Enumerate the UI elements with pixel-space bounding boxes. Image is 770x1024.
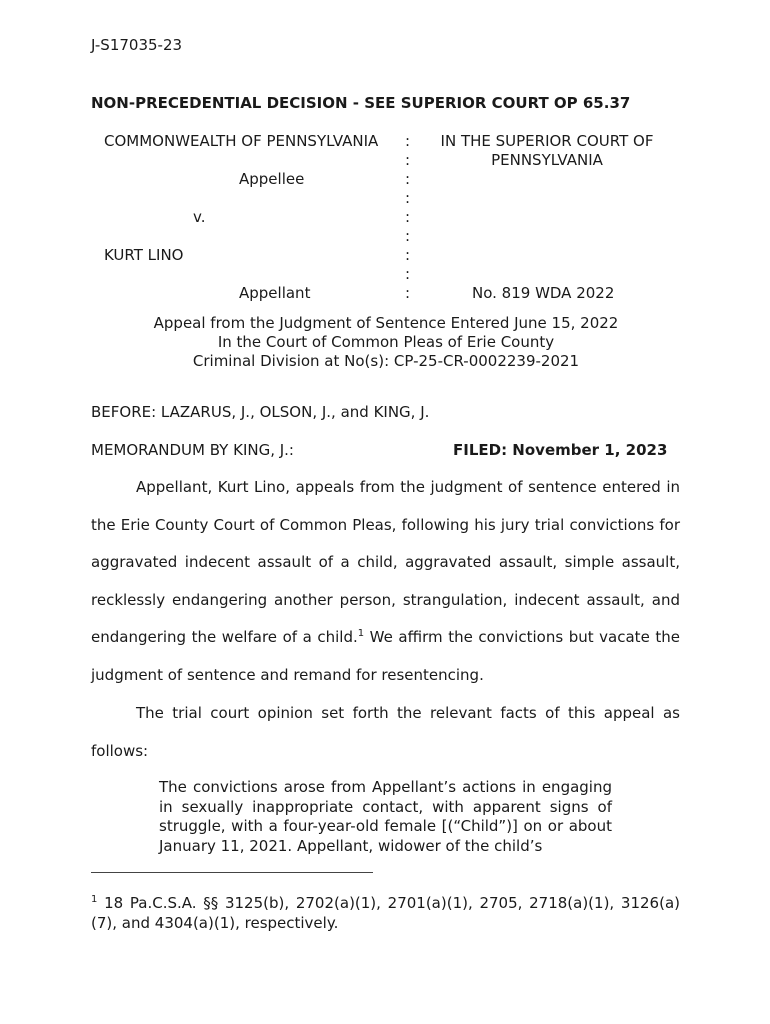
party1-name: COMMONWEALTH OF PENNSYLVANIA — [104, 132, 379, 150]
party2-role: Appellant — [239, 284, 311, 302]
paragraph-1-text: Appellant, Kurt Lino, appeals from the judgment of sentence entered in the Erie County Court of Common Pleas, following his jury trial convictions for aggravated indecent assault of a child, aggravated assault, simple assault, recklessly endangering another person, strangulation, indecent assault, and endangering the welfare of a child. — [91, 478, 680, 647]
party2-name: KURT LINO — [104, 246, 184, 264]
appeal-line-1: Appeal from the Judgment of Sentence Entered June 15, 2022 — [153, 314, 619, 332]
caption-colon: : — [405, 284, 411, 302]
caption-colon: : — [405, 227, 411, 245]
paragraph-1-text-cont: We affirm the convictions but vacate the judgment of sentence and remand for resentencing. — [91, 628, 680, 684]
footnote-divider — [91, 872, 373, 873]
body-paragraph-1 — [91, 469, 680, 695]
filed-date: FILED: November 1, 2023 — [453, 441, 668, 459]
appeal-info — [91, 314, 681, 371]
appeal-line-2: In the Court of Common Pleas of Erie County — [217, 333, 555, 351]
party1-role: Appellee — [239, 170, 305, 188]
versus: v. — [193, 208, 206, 226]
caption-colon: : — [405, 170, 411, 188]
before-panel: BEFORE: LAZARUS, J., OLSON, J., and KING, J. — [91, 403, 430, 421]
footnote-text: 18 Pa.C.S.A. §§ 3125(b), 2702(a)(1), 2701(a)(1), 2705, 2718(a)(1), 3126(a)(7), and 4304(a)(1), respectively. — [91, 894, 680, 932]
case-number: No. 819 WDA 2022 — [472, 284, 615, 302]
caption-colon: : — [405, 208, 411, 226]
appeal-line-3: Criminal Division at No(s): CP-25-CR-0002239-2021 — [192, 352, 580, 370]
memorandum-by: MEMORANDUM BY KING, J.: — [91, 441, 294, 459]
footnote-ref[interactable]: 1 — [357, 628, 365, 640]
court-name — [427, 132, 667, 170]
body-paragraph-2: The trial court opinion set forth the relevant facts of this appeal as follows: — [91, 704, 680, 760]
court-line-1: IN THE SUPERIOR COURT OF — [440, 132, 654, 150]
block-quote: The convictions arose from Appellant’s actions in engaging in sexually inappropriate contact, with apparent signs of struggle, with a four-year-old female [(“Child”)] on or about January 11, 2021. Appellant, widower of the child’s — [159, 778, 612, 855]
caption-colon: : — [405, 265, 411, 283]
footnote-marker: 1 — [91, 894, 98, 905]
caption-colon: : — [405, 246, 411, 264]
footnote-1 — [91, 893, 680, 933]
caption-colon: : — [405, 151, 411, 169]
court-line-2: PENNSYLVANIA — [491, 151, 603, 169]
caption-colon: : — [405, 132, 411, 150]
caption-colon: : — [405, 189, 411, 207]
docket-id: J-S17035-23 — [91, 36, 183, 54]
non-precedential-banner: NON-PRECEDENTIAL DECISION - SEE SUPERIOR COURT OP 65.37 — [91, 94, 631, 112]
